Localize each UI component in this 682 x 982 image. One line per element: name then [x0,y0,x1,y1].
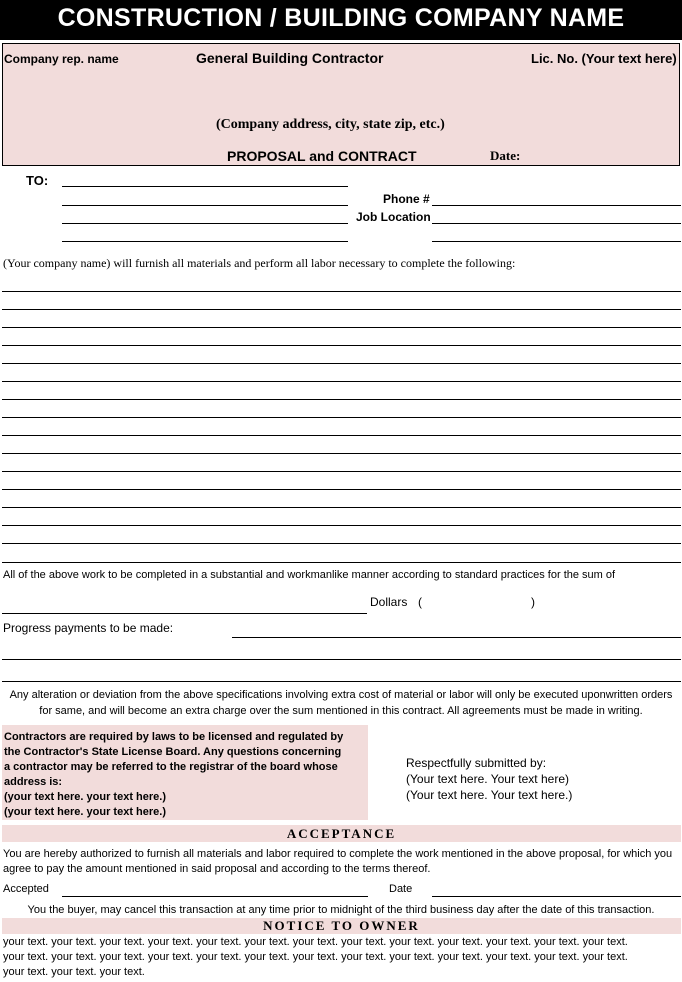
scope-line[interactable] [2,543,681,544]
to-label: TO: [26,173,49,188]
notice-line-1: your text. your text. your text. your text. your text. your text. your text. your text. your text. your text. your text. your text. your text. [3,936,628,948]
license-number: Lic. No. (Your text here) [531,51,677,66]
scope-line[interactable] [2,507,681,508]
progress-payments-line-3[interactable] [2,681,681,682]
scope-intro: (Your company name) will furnish all materials and perform all labor necessary to complete the following: [3,256,516,270]
license-notice-line: address is: [4,776,63,788]
alteration-line-1: Any alteration or deviation from the above specifications involving extra cost of material or labor will only be executed uponwritten orders [9,689,673,701]
scope-line[interactable] [2,291,681,292]
submitted-label: Respectfully submitted by: [406,756,547,770]
dollars-paren-close: ) [531,595,535,609]
submitted-line-2: (Your text here. Your text here.) [406,788,573,802]
notice-line-2: your text. your text. your text. your text. your text. your text. your text. your text. your text. your text. your text. your text. your text. [3,951,628,963]
cancel-text: You the buyer, may cancel this transaction at any time prior to midnight of the third business day after the date of this transaction. [27,904,655,916]
proposal-title: PROPOSAL and CONTRACT [227,148,417,164]
scope-line[interactable] [2,525,681,526]
contractor-type: General Building Contractor [196,50,384,66]
license-notice-line: Contractors are required by laws to be licensed and regulated by [4,731,344,743]
sum-text: All of the above work to be completed in a substantial and workmanlike manner according to standard practices for the sum of [3,569,616,581]
scope-line[interactable] [2,453,681,454]
scope-line[interactable] [2,417,681,418]
scope-line[interactable] [2,309,681,310]
license-notice-line: a contractor may be referred to the registrar of the board whose [4,761,338,773]
acceptance-line-1: You are hereby authorized to furnish all materials and labor required to complete the work mentioned in the above proposal, for which you [3,848,673,860]
accepted-signature-line[interactable] [62,896,368,897]
scope-line[interactable] [2,399,681,400]
phone-line[interactable] [432,205,681,206]
acceptance-banner: ACCEPTANCE [2,825,681,842]
scope-line[interactable] [2,489,681,490]
progress-payments-label: Progress payments to be made: [3,621,174,635]
notice-line-3: your text. your text. your text. [3,966,145,978]
license-notice-line: (your text here. your text here.) [4,806,166,818]
date-label: Date: [490,148,521,163]
company-rep-label: Company rep. name [4,52,119,66]
to-line-1[interactable] [62,186,348,187]
scope-line[interactable] [2,345,681,346]
submitted-line-1: (Your text here. Your text here) [406,772,569,786]
page-title: CONSTRUCTION / BUILDING COMPANY NAME [57,4,625,32]
scope-line[interactable] [2,327,681,328]
dollars-paren-open: ( [418,595,422,609]
job-location-line-1[interactable] [432,223,681,224]
to-line-3[interactable] [62,223,348,224]
phone-label: Phone # [383,192,430,206]
scope-line[interactable] [2,435,681,436]
notice-to-owner-banner: NOTICE TO OWNER [2,918,681,934]
license-notice-line: (your text here. your text here.) [4,791,166,803]
acceptance-line-2: agree to pay the amount mentioned in said proposal and according to the terms thereof. [3,863,431,875]
sum-amount-line[interactable] [2,613,367,614]
dollars-label: Dollars [370,595,408,609]
to-line-2[interactable] [62,205,348,206]
acceptance-date-line[interactable] [432,896,681,897]
scope-line[interactable] [2,471,681,472]
scope-line[interactable] [2,381,681,382]
scope-line[interactable] [2,363,681,364]
company-address: (Company address, city, state zip, etc.) [216,117,445,132]
license-notice-text [4,730,343,820]
job-location-line-2[interactable] [432,241,681,242]
progress-payments-line-2[interactable] [2,659,681,660]
progress-payments-line-1[interactable] [232,637,681,638]
alteration-line-2: for same, and will become an extra charge over the sum mentioned in this contract. All agreements must be made in writing. [39,705,643,717]
license-notice-line: the Contractor's State License Board. Any questions concerning [4,746,342,758]
to-line-4[interactable] [62,241,348,242]
scope-line[interactable] [2,562,681,563]
accepted-label: Accepted [3,883,49,895]
acceptance-date-label: Date [389,883,413,895]
job-location-label: Job Location [356,210,431,224]
